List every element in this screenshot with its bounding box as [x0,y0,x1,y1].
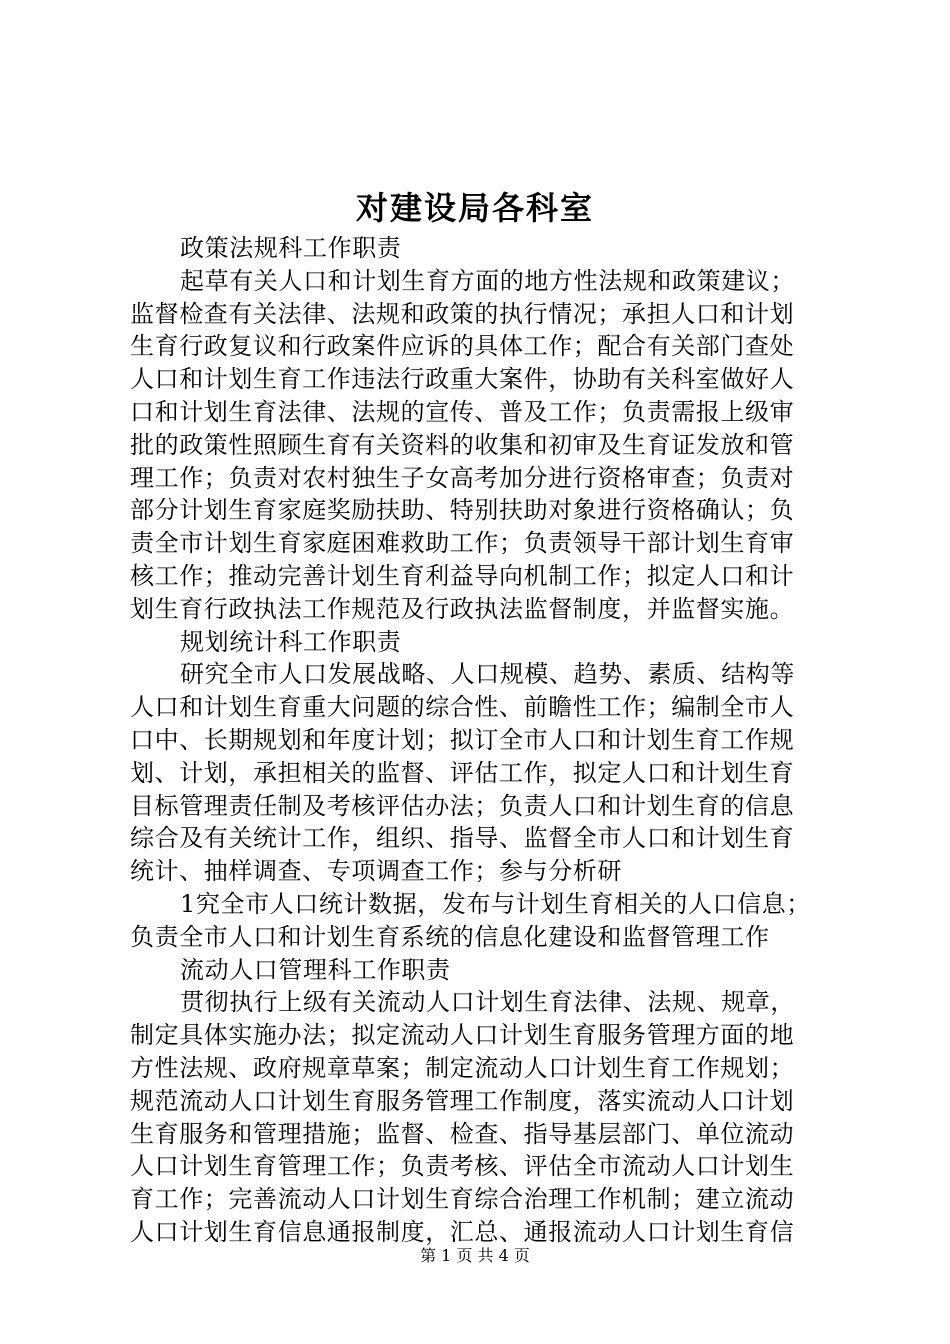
text-line: 生育行政复议和行政案件应诉的具体工作；配合有关部门查处 [130,332,795,361]
text-line: 划生育行政执法工作规范及行政执法监督制度，并监督实施。 [130,594,795,623]
text-line: 划、计划，承担相关的监督、评估工作，拟定人口和计划生育 [130,758,795,787]
text-line: 规划统计科工作职责 [180,627,402,656]
text-line: 起草有关人口和计划生育方面的地方性法规和政策建议； [180,266,795,295]
text-line: 人口和计划生育工作违法行政重大案件，协助有关科室做好人 [130,365,795,394]
text-line: 贯彻执行上级有关流动人口计划生育法律、法规、规章， [180,988,795,1017]
text-line: 核工作；推动完善计划生育利益导向机制工作；拟定人口和计 [130,561,795,590]
text-line: 批的政策性照顾生育有关资料的收集和初审及生育证发放和管 [130,430,795,459]
text-line: 理工作；负责对农村独生子女高考加分进行资格审查；负责对 [130,463,795,492]
text-line: 规范流动人口计划生育服务管理工作制度，落实流动人口计划 [130,1086,795,1115]
text-line: 责全市计划生育家庭困难救助工作；负责领导干部计划生育审 [130,529,795,558]
text-line: 部分计划生育家庭奖励扶助、特别扶助对象进行资格确认；负 [130,496,795,525]
text-line: 负责全市人口和计划生育系统的信息化建设和监督管理工作 [130,922,770,951]
text-line: 育工作；完善流动人口计划生育综合治理工作机制；建立流动 [130,1185,795,1214]
text-line: 目标管理责任制及考核评估办法；负责人口和计划生育的信息 [130,791,795,820]
document-body [130,232,842,1249]
text-line: 政策法规科工作职责 [180,234,402,262]
text-line: 研究全市人口发展战略、人口规模、趋势、素质、结构等 [180,660,795,689]
text-line: 方性法规、政府规章草案；制定流动人口计划生育工作规划； [130,1053,795,1082]
text-line: 制定具体实施办法；拟定流动人口计划生育服务管理方面的地 [130,1021,795,1050]
text-line: 综合及有关统计工作，组织、指导、监督全市人口和计划生育 [130,824,795,853]
text-line: 口中、长期规划和年度计划；拟订全市人口和计划生育工作规 [130,725,795,754]
text-line: 生育服务和管理措施；监督、检查、指导基层部门、单位流动 [130,1119,795,1148]
text-line: 1究全市人口统计数据，发布与计划生育相关的人口信息； [180,889,811,918]
text-line: 人口计划生育信息通报制度，汇总、通报流动人口计划生育信 [130,1217,795,1246]
page-footer: 第 1 页 共 4 页 [420,1246,530,1265]
text-line: 监督检查有关法律、法规和政策的执行情况；承担人口和计划 [130,299,795,328]
text-line: 口和计划生育法律、法规的宣传、普及工作；负责需报上级审 [130,397,795,426]
text-line: 人口和计划生育重大问题的综合性、前瞻性工作；编制全市人 [130,693,795,722]
document-title: 对建设局各科室 [355,189,594,227]
text-line: 统计、抽样调查、专项调查工作；参与分析研 [130,857,622,886]
text-line: 人口计划生育管理工作；负责考核、评估全市流动人口计划生 [130,1152,795,1181]
text-line: 流动人口管理科工作职责 [180,955,451,984]
